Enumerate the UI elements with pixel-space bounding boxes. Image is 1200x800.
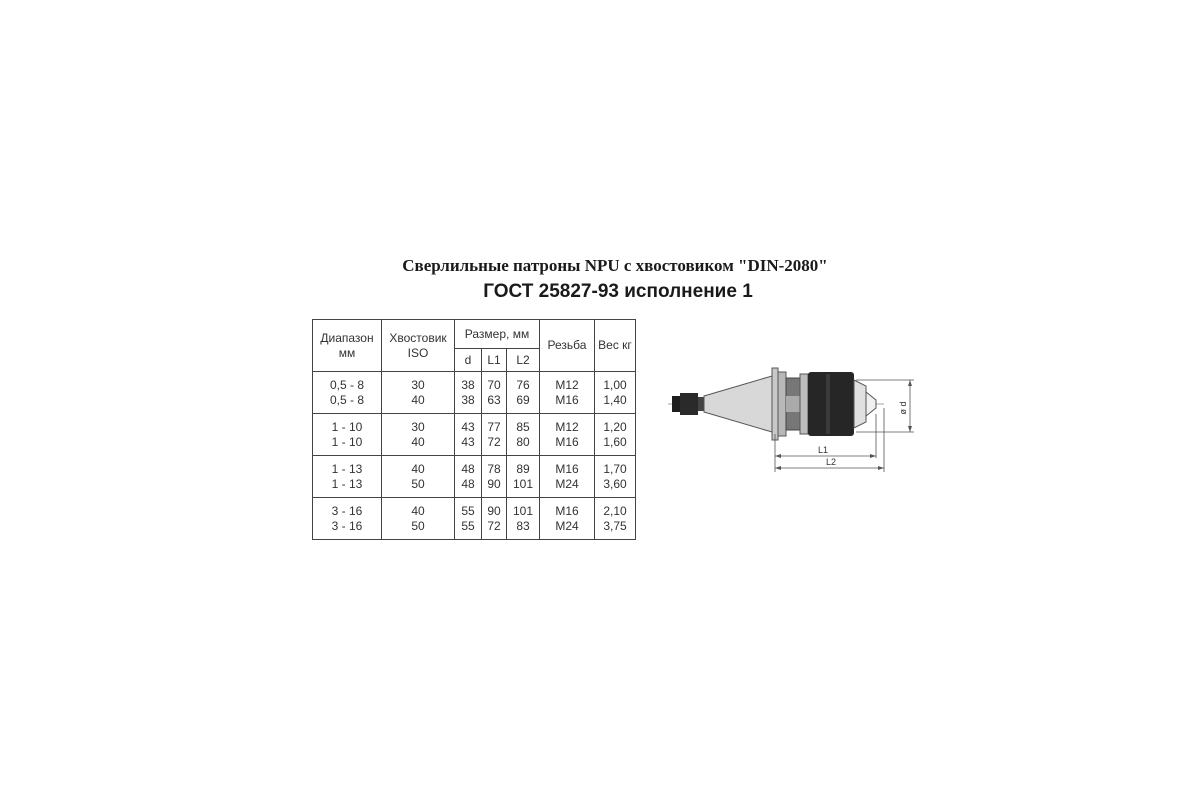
header-range: Диапазон мм [313,320,382,372]
cell-weight-value: 2,10 [603,503,627,518]
cell-range-value: 3 - 16 [331,518,363,533]
cell-range [313,414,382,456]
cell-l2-value: 89 [516,461,530,476]
cell-shank-value: 50 [411,518,425,533]
cell-l2-value: 85 [516,419,530,434]
cell-d-value: 48 [461,461,475,476]
chuck-sleeve [808,372,854,436]
cell-weight-value: 1,60 [603,434,627,449]
cell-l2-value: 101 [512,503,534,518]
cell-d-value: 43 [461,434,475,449]
header-shank: Хвостовик ISO [382,320,455,372]
cell-l2 [507,498,540,540]
retention-knob [672,396,680,412]
cell-shank-value: 40 [411,392,425,407]
dimension-l2-label: L2 [826,457,837,467]
drill-chuck-drawing [660,362,920,477]
cell-shank-value: 30 [411,377,425,392]
cell-l1-value: 90 [487,503,501,518]
cell-shank-value: 50 [411,476,425,491]
cell-d-value: 43 [461,419,475,434]
chuck-illustration [668,368,884,440]
cell-thread-value: M16 [555,434,579,449]
cell-weight [595,414,636,456]
cell-d [455,498,482,540]
cell-range-value: 1 - 13 [331,476,363,491]
cell-l1 [482,456,507,498]
cell-thread-value: M16 [555,503,579,518]
cell-d [455,456,482,498]
cell-l2 [507,414,540,456]
cell-d-value: 48 [461,476,475,491]
cell-l1 [482,414,507,456]
cell-l2-value: 69 [516,392,530,407]
cell-range-value: 1 - 10 [331,434,363,449]
cell-shank-value: 40 [411,434,425,449]
table-row [313,456,636,498]
cell-l1 [482,372,507,414]
cell-l2-value: 101 [512,476,534,491]
cell-l1-value: 78 [487,461,501,476]
cell-range-value: 0,5 - 8 [329,392,365,407]
header-l2: L2 [507,349,540,372]
cell-range-value: 1 - 13 [331,461,363,476]
cell-l2-value: 83 [516,518,530,533]
cell-shank-value: 30 [411,419,425,434]
cell-l2 [507,456,540,498]
cell-l1-value: 90 [487,476,501,491]
header-size: Размер, мм [455,320,540,349]
cell-shank [382,414,455,456]
cell-l2-value: 76 [516,377,530,392]
cell-l1-value: 72 [487,434,501,449]
cell-d [455,414,482,456]
cell-d-value: 38 [461,377,475,392]
cell-thread [540,456,595,498]
cell-range [313,456,382,498]
dimension-d-label: ø d [898,401,908,415]
cell-range-value: 3 - 16 [331,503,363,518]
cell-d-value: 55 [461,518,475,533]
cell-weight-value: 1,00 [603,377,627,392]
cell-d [455,372,482,414]
cell-thread [540,498,595,540]
table-header-row [313,320,636,349]
cell-d-value: 38 [461,392,475,407]
cell-l1-value: 63 [487,392,501,407]
cell-thread [540,414,595,456]
cell-weight [595,498,636,540]
cell-l1-value: 77 [487,419,501,434]
cell-shank [382,456,455,498]
spec-table [312,319,636,540]
table-row [313,498,636,540]
cell-weight-value: 1,40 [603,392,627,407]
cell-thread-value: M24 [555,518,579,533]
cell-thread-value: M24 [555,476,579,491]
header-thread: Резьба [540,320,595,372]
cell-shank [382,498,455,540]
cell-d-value: 55 [461,503,475,518]
cell-thread [540,372,595,414]
cell-l1-value: 72 [487,518,501,533]
table-row [313,372,636,414]
table-body [313,372,636,540]
cell-shank-value: 40 [411,461,425,476]
cell-thread-value: M16 [555,461,579,476]
cell-weight-value: 3,60 [603,476,627,491]
header-l1: L1 [482,349,507,372]
cell-thread-value: M12 [555,377,579,392]
cell-thread-value: M16 [555,392,579,407]
cell-l1-value: 70 [487,377,501,392]
flange [772,368,778,440]
chuck-collar [800,374,808,434]
cell-l2-value: 80 [516,434,530,449]
cell-thread-value: M12 [555,419,579,434]
cell-shank [382,372,455,414]
cell-shank-value: 40 [411,503,425,518]
cell-weight-value: 1,20 [603,419,627,434]
taper-shank [704,376,772,432]
cell-weight-value: 1,70 [603,461,627,476]
cell-weight [595,456,636,498]
knob-body [680,393,698,415]
dimension-l1-label: L1 [818,445,829,455]
cell-range [313,372,382,414]
table-row [313,414,636,456]
cell-range-value: 0,5 - 8 [329,377,365,392]
document-subtitle: ГОСТ 25827-93 исполнение 1 [483,281,753,302]
chuck-nose [854,380,866,428]
cell-weight-value: 3,75 [603,518,627,533]
cell-l2 [507,372,540,414]
chuck-jaws [866,392,876,416]
cell-weight [595,372,636,414]
cell-l1 [482,498,507,540]
cell-range-value: 1 - 10 [331,419,363,434]
header-d: d [455,349,482,372]
document-title: Сверлильные патроны NPU с хвостовиком "DIN-2080" [402,256,828,275]
header-weight: Вес кг [595,320,636,372]
cell-range [313,498,382,540]
